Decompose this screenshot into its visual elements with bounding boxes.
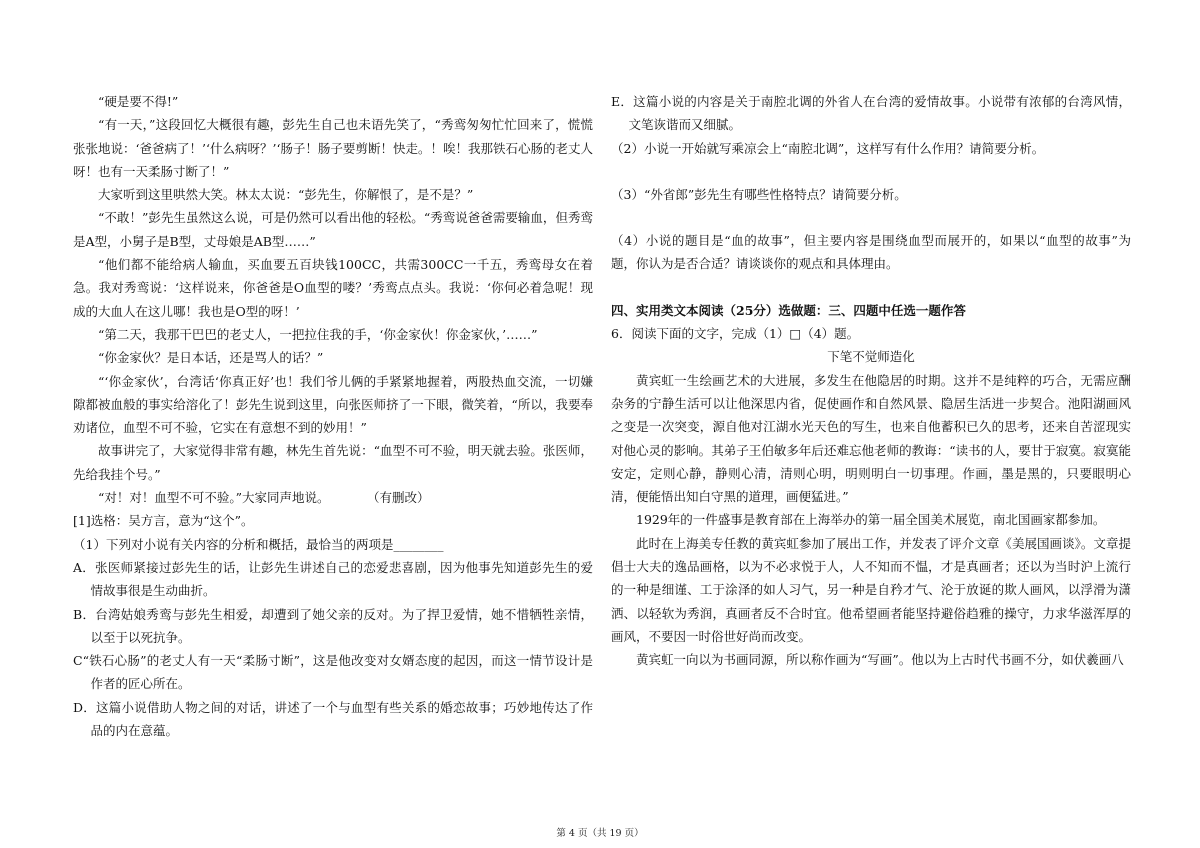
page-footer: 第 4 页（共 19 页） xyxy=(556,828,644,839)
footnote: [1]选格：吴方言，意为“这个”。 xyxy=(73,513,254,529)
story-paragraph: 大家听到这里哄然大笑。林太太说：“彭先生，你解恨了，是不是？” xyxy=(98,187,474,203)
option-e: E．这篇小说的内容是关于南腔北调的外省人在台湾的爱情故事。小说带有浓郁的台湾风情，文笔诙谐而又细腻。 xyxy=(611,94,1131,133)
option-d: D．这篇小说借助人物之间的对话，讲述了一个与血型有些关系的婚恋故事；巧妙地传达了作品的内在意蕴。 xyxy=(73,699,593,739)
story-paragraph: “不敢！”彭先生虽然这么说，可是仍然可以看出他的轻松。“秀鸾说爸爸需要输血，但秀鸾是A型，小舅子是B型，丈母娘是AB型……” xyxy=(73,210,593,249)
answer-space xyxy=(611,160,1131,183)
question-1: （1）下列对小说有关内容的分析和概括，最恰当的两项是________ xyxy=(73,536,444,552)
answer-space xyxy=(611,276,1131,299)
story-paragraph: “硬是要不得!” xyxy=(98,94,179,109)
right-column xyxy=(611,90,1131,672)
article-paragraph: 黄宾虹一生绘画艺术的大进展，多发生在他隐居的时期。这并不是纯粹的巧合，无需应酬杂务的宁静生活可以让他深思内省，促使画作和自然风景、隐居生活进一步契合。池阳湖画风之变是一次突变，源自他对江湖水光天色的写生，也来自他蓄积已久的思考，还来自苦涩现实对他心灵的影响。其弟子王伯敏多年后还难忘他老师的教诲：“读书的人，要甘于寂寞。寂寞能安定，定则心静，静则心清，清则心明，明则明白一切事理。作画，墨是黑的，只要眼明心清，便能悟出知白守黑的道理，画便猛进。” xyxy=(611,372,1131,505)
story-paragraph: “有一天，”这段回忆大概很有趣，彭先生自己也未语先笑了，“秀鸾匆匆忙忙回来了，慌慌张张地说：‘爸爸病了！’‘什么病呀？’‘肠子！肠子要剪断！快走。！唉！我那铁石心肠的老丈人呀！也有一天柔肠寸断了！” xyxy=(73,117,593,179)
question-4: （4）小说的题目是“血的故事”，但主要内容是围绕血型而展开的，如果以“血型的故事”为题，你认为是否合适？请谈谈你的观点和具体理由。 xyxy=(611,233,1131,272)
question-3: （3）“外省郎”彭先生有哪些性格特点？请简要分析。 xyxy=(611,186,907,202)
answer-space xyxy=(611,206,1131,229)
article-paragraph: 1929年的一件盛事是教育部在上海举办的第一届全国美术展览，南北国画家都参加。 xyxy=(636,512,1106,528)
article-paragraph: 黄宾虹一向以为书画同源，所以称作画为“写画”。他以为上古时代书画不分，如伏羲画八 xyxy=(636,652,1124,668)
article-title: 下笔不觉师造化 xyxy=(827,349,915,365)
option-a: A．张医师紧接过彭先生的话，让彭先生讲述自己的恋爱悲喜剧，因为他事先知道彭先生的爱情故事很是生动曲折。 xyxy=(73,559,593,599)
question-6-intro: 6．阅读下面的文字，完成（1）□（4）题。 xyxy=(611,326,860,342)
section-heading: 四、实用类文本阅读（25分）选做题：三、四题中任选一题作答 xyxy=(611,302,966,318)
option-c: C“铁石心肠”的老丈人有一天“柔肠寸断”，这是他改变对女婿态度的起因，而这一情节设计是作者的匠心所在。 xyxy=(73,653,593,692)
question-2: （2）小说一开始就写乘凉会上“南腔北调”，这样写有什么作用？请简要分析。 xyxy=(611,140,1045,156)
story-paragraph: “他们都不能给病人输血，买血要五百块钱100CC，共需300CC一千五，秀鸾母女在着急。我对秀鸾说：‘这样说来，你爸爸是O血型的喽？’秀鸾点点头。我说：‘你何必着急呢！现成的大血人在这儿哪！我也是O型的呀！’ xyxy=(73,257,593,319)
story-paragraph: “第二天，我那干巴巴的老丈人，一把拉住我的手，‘你金家伙！你金家伙，’……” xyxy=(98,326,538,342)
story-paragraph: 故事讲完了，大家觉得非常有趣，林先生首先说：“血型不可不验，明天就去验。张医师，先给我挂个号。” xyxy=(73,443,593,482)
story-paragraph: “‘你金家伙’，台湾话‘你真正好’也！我们爷儿俩的手紧紧地握着，两股热血交流，一切嫌隙都被血般的事实给溶化了！彭先生说到这里，向张医师挤了一下眼，微笑着，“所以，我要奉劝诸位，血型不可不验，它实在有意想不到的妙用！” xyxy=(73,373,593,436)
story-paragraph: “你金家伙？是日本话，还是骂人的话？” xyxy=(98,350,324,366)
option-b: B．台湾姑娘秀鸾与彭先生相爱，却遭到了她父亲的反对。为了捍卫爱情，她不惜牺牲亲情，以至于以死抗争。 xyxy=(73,606,593,645)
left-column xyxy=(73,90,593,742)
article-paragraph: 此时在上海美专任教的黄宾虹参加了展出工作，并发表了评介文章《美展国画谈》。文章提倡士大夫的逸品画格，以为不必求悦于人，人不知而不愠，才是真画者；还以为当时沪上流行的一种是细谨、工于涂泽的如人习气，另一种是自矜才气、沦于放诞的欺人画风，以浮滑为潇洒、以轻软为秀润，真画者反不合时宜。他希望画者能坚持避俗趋雅的操守，力求华滋浑厚的画风，不要因一时俗世好尚而改变。 xyxy=(611,535,1131,644)
story-paragraph: “对！对！血型不可不验。”大家同声地说。 （有删改） xyxy=(98,490,430,506)
